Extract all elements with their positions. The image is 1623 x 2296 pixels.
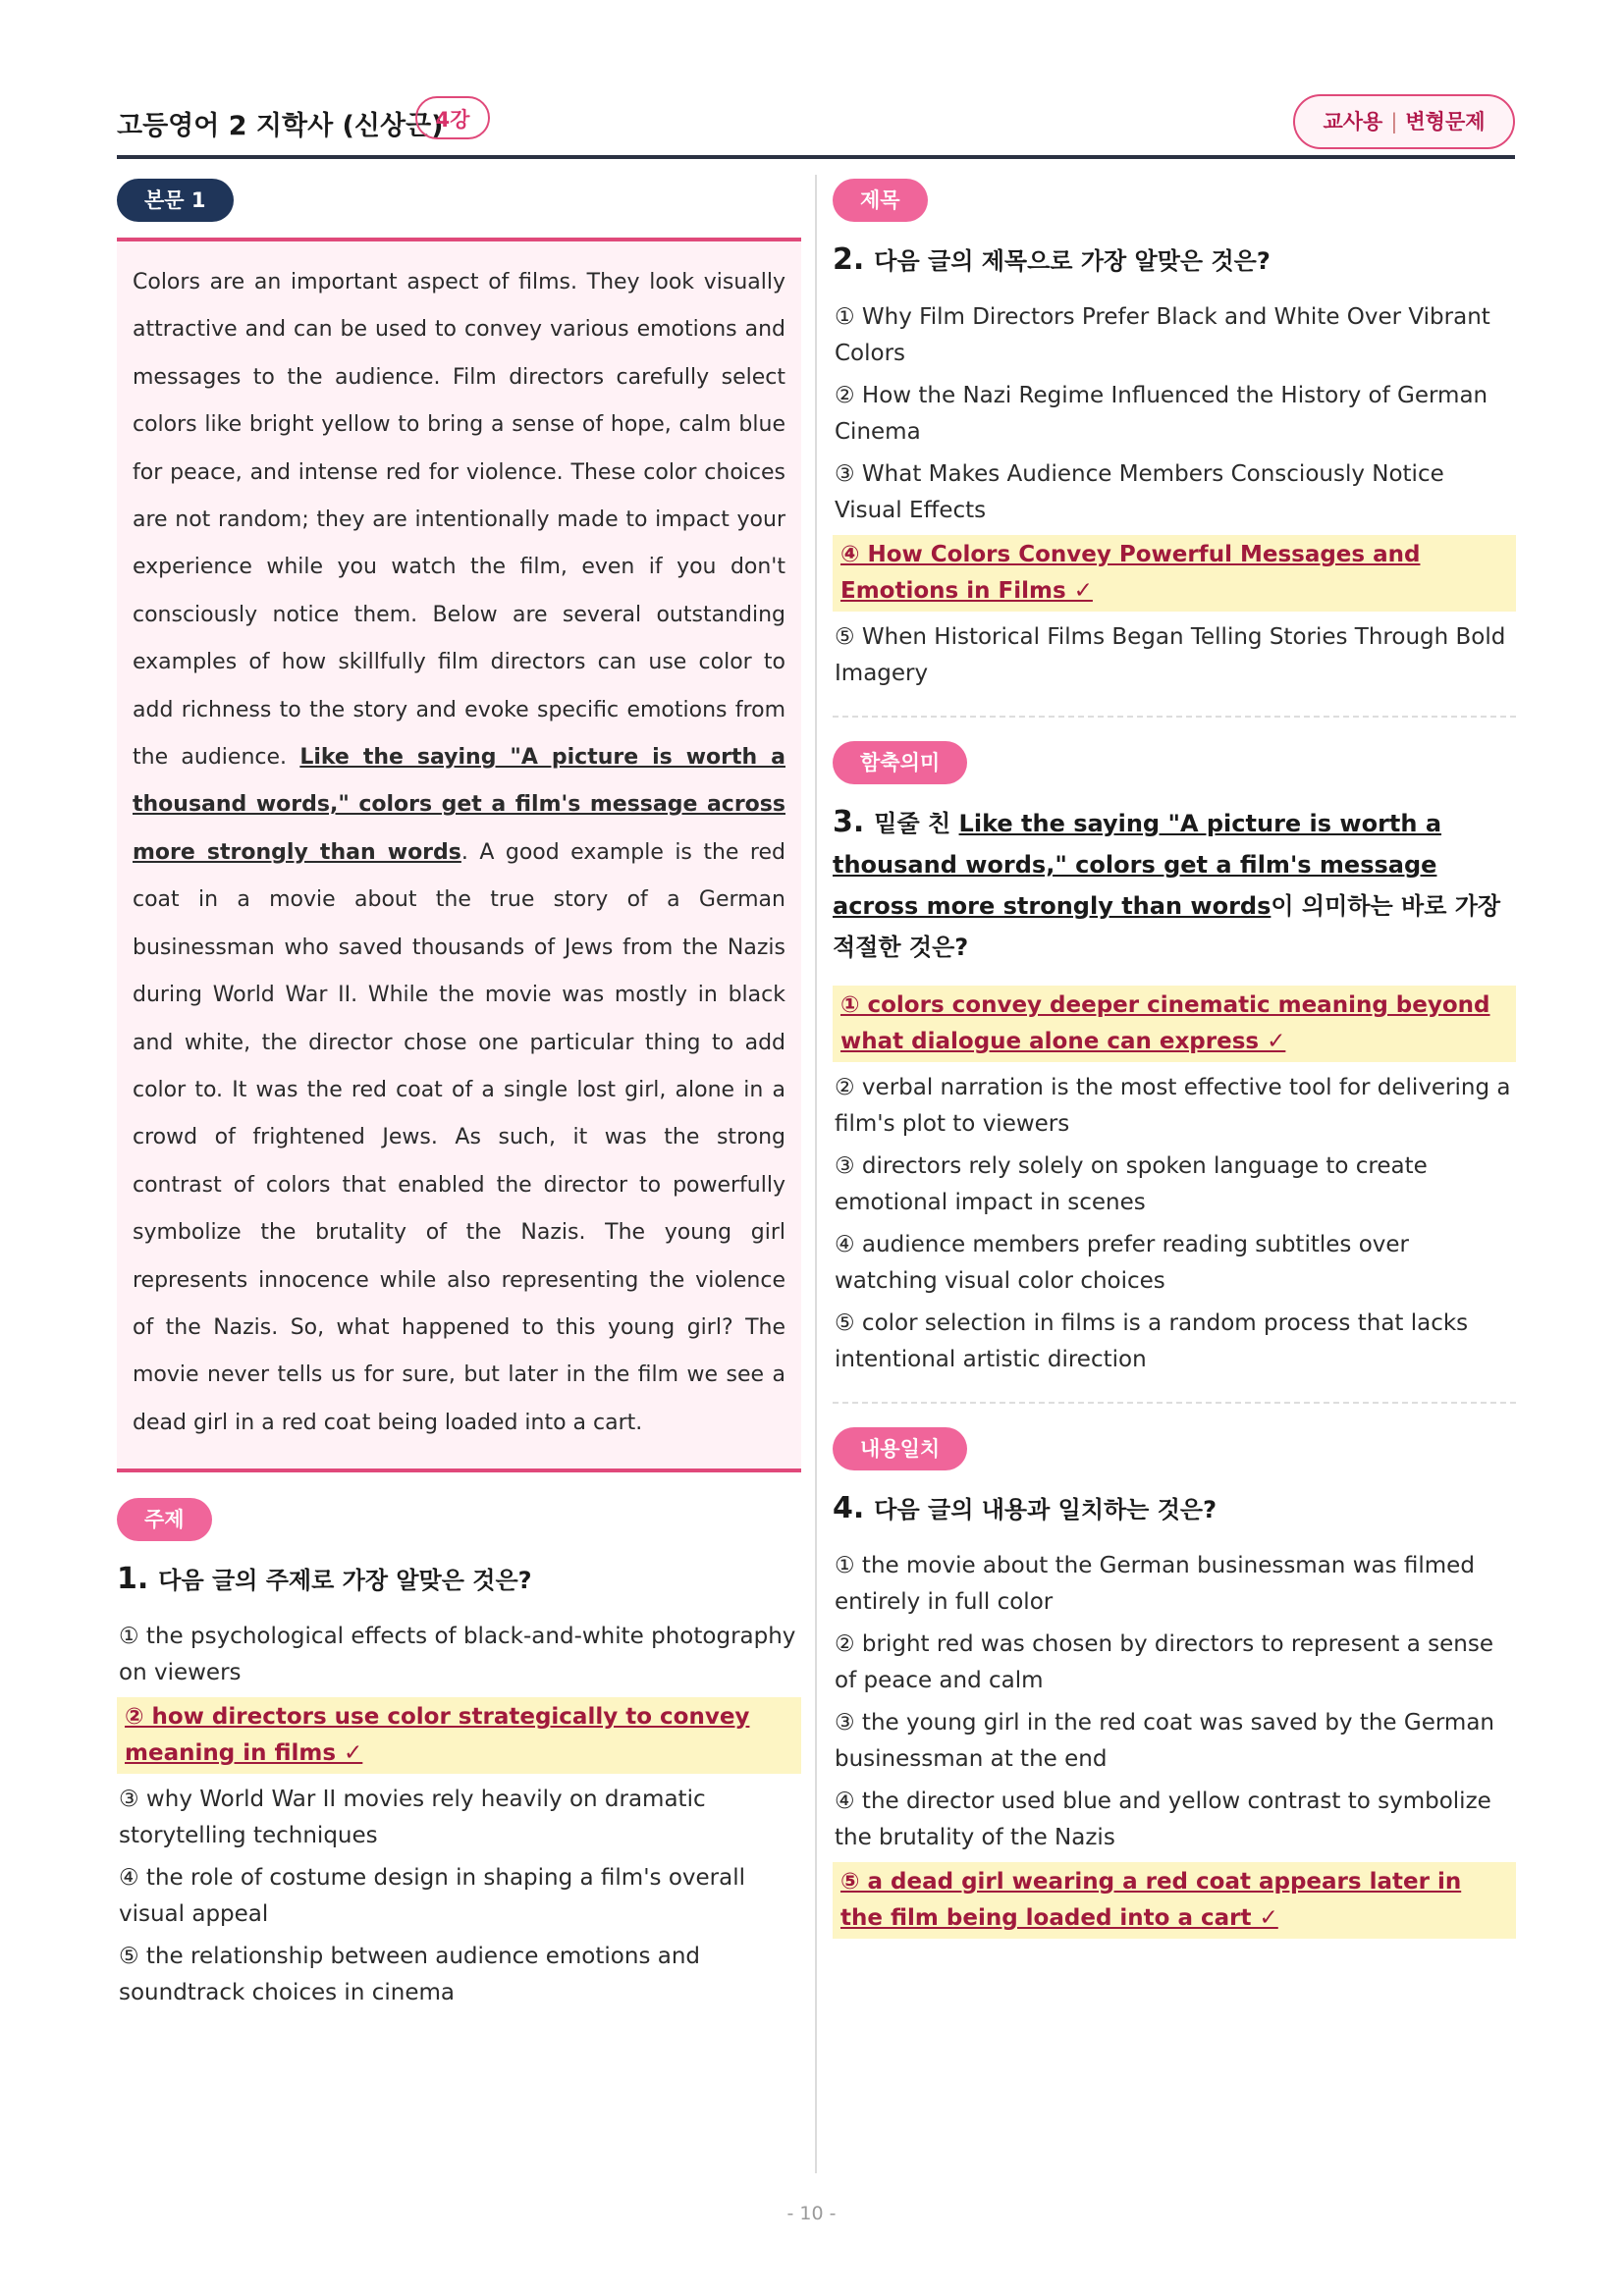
badge-separator: |: [1390, 110, 1398, 133]
q1-option-5[interactable]: ⑤ the relationship between audience emotions and soundtrack choices in cinema: [119, 1944, 701, 2006]
passage-underlined-phrase: Like the saying "A picture is worth a thousand words," colors get a film's message across more strongly than words: [133, 745, 785, 865]
doc-title: 고등영어 2 지학사 (신상근): [117, 111, 444, 141]
q2-title: [833, 240, 1516, 282]
passage-text-after: . A good example is the red coat in a movie about the true story of a German businessman who saved thousands of Jews from the Nazis during World War II. While the movie was mostly in black and white, the director chose one particular thing to add color to. It was the red coat of a single lost girl, alone in a crowd of frightened Jews. As such, it was the strong contrast of colors that enabled the director to powerfully symbolize the brutality of the Nazis. The young girl represents innocence while also representing the violence of the Nazis. So, what happened to this young girl? The movie never tells us for sure, but later in the film we see a dead girl in a red coat being loaded into a cart.: [133, 839, 785, 1435]
q2-question: 다음 글의 제목으로 가장 알맞은 것은?: [874, 247, 1271, 275]
q3-question-underlined: Like the saying "A picture is worth a thousand words," colors get a film's message across more strongly than words: [833, 810, 1442, 920]
page-header: [117, 94, 1515, 159]
q3-option-4[interactable]: ④ audience members prefer reading subtitles over watching visual color choices: [835, 1232, 1409, 1294]
q3-title: [833, 802, 1516, 968]
q2-option-1[interactable]: ① Why Film Directors Prefer Black and White Over Vibrant Colors: [835, 304, 1490, 366]
q3-options: [833, 986, 1516, 1378]
q2-option-3[interactable]: ③ What Makes Audience Members Consciously Notice Visual Effects: [835, 461, 1444, 523]
q2-tag: 제목: [833, 179, 928, 222]
variant-label: 변형문제: [1405, 110, 1486, 133]
q4-options: [833, 1548, 1516, 1939]
q3-tag: 함축의미: [833, 741, 967, 784]
q3-option-2[interactable]: ② verbal narration is the most effective tool for delivering a film's plot to viewers: [835, 1075, 1511, 1137]
q4-title: [833, 1488, 1516, 1530]
q4-option-5-answer[interactable]: ⑤ a dead girl wearing a red coat appears later in the film being loaded into a cart ✓: [833, 1862, 1516, 1939]
q3-number: 3.: [833, 805, 865, 839]
column-divider: [815, 175, 817, 2173]
question-3: [833, 741, 1516, 1378]
q3-option-5[interactable]: ⑤ color selection in films is a random process that lacks intentional artistic direction: [835, 1310, 1469, 1372]
section-divider: [833, 716, 1516, 718]
left-column: [117, 179, 801, 2017]
lesson-badge: 4강: [415, 96, 490, 139]
q3-option-3[interactable]: ③ directors rely solely on spoken language to create emotional impact in scenes: [835, 1153, 1428, 1215]
q1-number: 1.: [117, 1562, 149, 1597]
q3-question-prefix: 밑줄 친: [874, 810, 959, 837]
q3-option-1-answer[interactable]: ① colors convey deeper cinematic meaning beyond what dialogue alone can express ✓: [833, 986, 1516, 1062]
q2-option-2[interactable]: ② How the Nazi Regime Influenced the History of German Cinema: [835, 383, 1488, 445]
passage-badge: 본문 1: [117, 179, 234, 222]
q3-question-suffix: 이 의미하는 바로 가장 적절한 것은?: [833, 892, 1501, 961]
right-column: [833, 179, 1516, 1947]
q1-title: [117, 1559, 801, 1601]
q2-number: 2.: [833, 242, 865, 277]
q1-option-3[interactable]: ③ why World War II movies rely heavily on dramatic storytelling techniques: [119, 1787, 706, 1849]
q4-option-1[interactable]: ① the movie about the German businessman was filmed entirely in full color: [835, 1553, 1475, 1615]
header-rule: [117, 155, 1515, 159]
teacher-variant-badge: [1293, 94, 1515, 149]
page-number: - 10 -: [786, 2203, 837, 2224]
q4-number: 4.: [833, 1491, 865, 1525]
passage-box: [117, 238, 801, 1472]
q1-option-4[interactable]: ④ the role of costume design in shaping a film's overall visual appeal: [119, 1865, 745, 1928]
q2-option-4-answer[interactable]: ④ How Colors Convey Powerful Messages and Emotions in Films ✓: [833, 535, 1516, 612]
q1-tag: 주제: [117, 1498, 212, 1541]
q4-tag: 내용일치: [833, 1427, 967, 1470]
q4-option-4[interactable]: ④ the director used blue and yellow contrast to symbolize the brutality of the Nazis: [835, 1789, 1491, 1850]
q1-question: 다음 글의 주제로 가장 알맞은 것은?: [158, 1567, 532, 1595]
question-1: [117, 1498, 801, 2011]
teacher-label: 교사용: [1323, 110, 1383, 133]
section-divider: [833, 1402, 1516, 1404]
q4-option-3[interactable]: ③ the young girl in the red coat was saved by the German businessman at the end: [835, 1710, 1494, 1772]
question-2: [833, 179, 1516, 692]
q1-options: [117, 1619, 801, 2011]
passage-text-before: Colors are an important aspect of films. They look visually attractive and can be used to convey various emotions and messages to the audience. Film directors carefully select colors like bright yellow to bring a sense of hope, calm blue for peace, and intense red for violence. These color choices are not random; they are intentionally made to impact your experience while you watch the film, even if you don't consciously notice them. Below are several outstanding examples of how skillfully film directors can use color to add richness to the story and evoke specific emotions from the audience.: [133, 270, 785, 771]
q1-option-1[interactable]: ① the psychological effects of black-and-white photography on viewers: [119, 1624, 796, 1686]
q1-option-2-answer[interactable]: ② how directors use color strategically to convey meaning in films ✓: [117, 1697, 801, 1774]
q4-option-2[interactable]: ② bright red was chosen by directors to represent a sense of peace and calm: [835, 1631, 1493, 1693]
q2-options: [833, 299, 1516, 692]
question-4: [833, 1427, 1516, 1939]
q4-question: 다음 글의 내용과 일치하는 것은?: [874, 1496, 1217, 1523]
q2-option-5[interactable]: ⑤ When Historical Films Began Telling Stories Through Bold Imagery: [835, 624, 1506, 686]
